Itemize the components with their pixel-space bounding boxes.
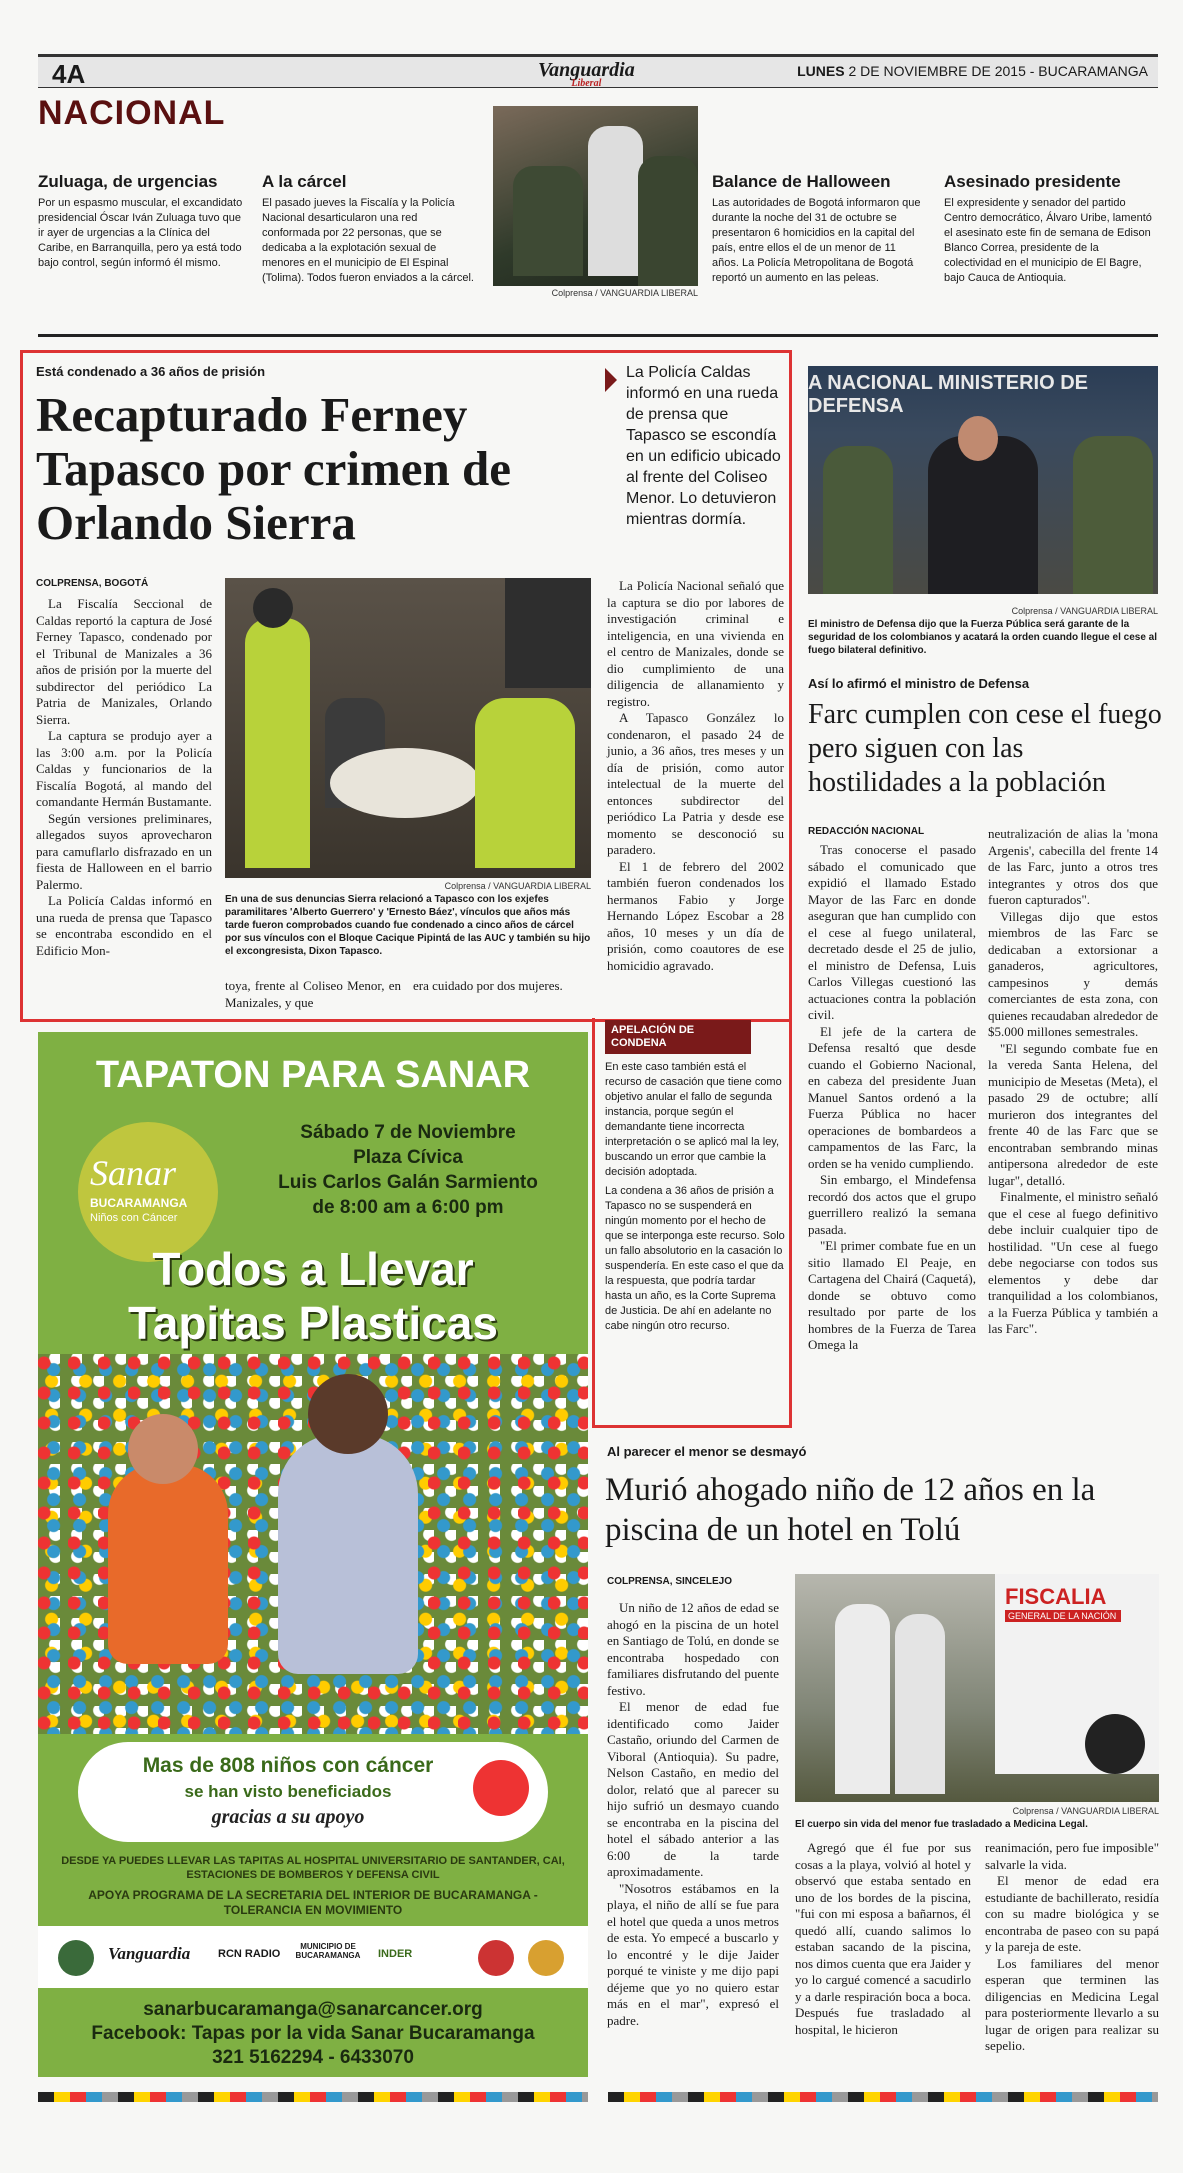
- main-kicker: Está condenado a 36 años de prisión: [36, 364, 266, 379]
- sidebar-text: En este caso también está el recurso de casación que tiene como objetivo anular el fallo de segunda instancia, porque según el demandante tiene incorrecta interpretación o se aplicó mal la ley, buscando un error que cambie la decisión adoptada. La condena a 36 años de prisión a Tapasco no se suspenderá en ningún momento por el hecho de que se interponga este recurso. Solo un fallo absolutorio en la casación lo suspendería. En este caso el que da la respuesta, que podría tardar hasta un año, es la Corte Suprema de Justicia. De ahí en adelante no cabe ningún otro recurso.: [605, 1061, 785, 1332]
- farc-photo-caption: El ministro de Defensa dijo que la Fuerza Pública será garante de la seguridad de los colombianos y acatará la orden cuando llegue el cese al fuego bilateral definitivo.: [808, 619, 1158, 656]
- ad-email: sanarbucaramanga@sanarcancer.org: [143, 1999, 483, 2020]
- main-byline: COLPRENSA, BOGOTÁ: [36, 578, 149, 589]
- issue-date: LUNES 2 DE NOVIEMBRE DE 2015 - BUCARAMANGA: [797, 63, 1148, 79]
- farc-col1: Tras conocerse el pasado sábado el comunicado que expidió el llamado Estado Mayor de las Farc en donde aseguran que han cumplido con el cese al fuego unilateral, decretado desde el 25 de julio, el ministro de Defensa, Luis Carlos Villegas cuestionó las actuaciones contra la población civil. El jefe de la cartera de Defensa resaltó que desde cuando el Gobierno Nacional, en cabeza del presidente Juan Manuel Santos ordenó a la Fuerza Pública no hacer operaciones de bombardeos a campamentos de las Farc, la orden se ha venido cumpliendo. Sin embargo, el Mindefensa recordó dos actos que el grupo guerrillero realizó la semana pasada. "El primer combate fue en un sitio llamado El Peaje, en Cartagena del Chairá (Caquetá), donde se obtuvo como resultado por parte de los hombres de la Fuerza de Tarea Omega la: [808, 842, 976, 1352]
- brief-zuluaga: Zuluaga, de urgencias Por un espasmo muscular, el excandidato presidencial Óscar Iván Zuluaga tuvo que ir ayer de urgencias a la Clínica del Caribe, en Barranquilla, pero ya está todo bajo control, según informó él mismo.: [38, 172, 243, 269]
- pullquote-arrow-icon: [605, 368, 617, 392]
- tolu-kicker: Al parecer el menor se desmayó: [607, 1444, 807, 1459]
- colombia-seal-icon: [58, 1940, 94, 1976]
- tolu-col3: reanimación, pero fue imposible" salvarle la vida. El menor de edad era estudiante de bachillerato, residía con su madre biológica y se encontraba de paseo con su papá y la pareja de este. Los familiares del menor esperan que terminen las diligencias en Medicina Legal para posteriormente llevarlo a su lugar de origen para realizar su sepelio.: [985, 1840, 1159, 2053]
- sponsor-municipio: MUNICIPIO DE BUCARAMANGA: [295, 1942, 361, 1960]
- masthead: [38, 54, 1158, 88]
- main-photo-credit: Colprensa / VANGUARDIA LIBERAL: [444, 881, 591, 891]
- main-headline: Recapturado Ferney Tapasco por crimen de Orlando Sierra: [36, 387, 512, 550]
- tolu-photo-caption: El cuerpo sin vida del menor fue trasladado a Medicina Legal.: [795, 1819, 1088, 1830]
- ad-info2: APOYA PROGRAMA DE LA SECRETARIA DEL INTERIOR DE BUCARAMANGA - TOLERANCIA EN MOVIMIENTO: [88, 1888, 538, 1917]
- sponsor-rcn: RCN RADIO: [218, 1948, 281, 1960]
- fiscalia-sign-sub: GENERAL DE LA NACIÓN: [1005, 1610, 1121, 1622]
- tolu-col1: Un niño de 12 años de edad se ahogó en la piscina de un hotel en Santiago de Tolú, en donde se encontraba hospedado con familiares disfrutando del puente festivo. El menor de edad fue identificado como Jaider Castaño, oriundo del Carmen de Viboral (Antioquia). Su padre, Nelson Castaño, en medio del dolor, relató que al parecer su hijo sufrió un desmayo cuando se encontraba en la piscina del hotel el sábado anterior a las 6:00 de la tarde aproximadamente. "Nosotros estábamos en la playa, el niño de allí se fue para el hotel que queda a unos metros de esta. Yo empecé a buscarlo y lo encontré y le dije Jaider porqué te viniste y me dijo papi déjeme que yo no quiero estar más en el mar", expresó el padre.: [607, 1600, 779, 2028]
- ad-logo-sub2: Niños con Cáncer: [90, 1212, 178, 1224]
- ad-slogan: Todos a Llevar Tapitas Plasticas: [128, 1243, 498, 1349]
- crest-icon: [528, 1940, 564, 1976]
- ad-facebook: Facebook: Tapas por la vida Sanar Bucaramanga: [91, 2023, 535, 2044]
- farc-kicker: Así lo afirmó el ministro de Defensa: [808, 676, 1030, 691]
- tolu-photo-fiscalia: [795, 1574, 1159, 1802]
- main-col2-tail: toya, frente al Coliseo Menor, en Manizales, y que: [225, 978, 401, 1010]
- ad-event-details: Sábado 7 de Noviembre Plaza Cívica Luis Carlos Galán Sarmiento de 8:00 am a 6:00 pm: [278, 1122, 538, 1218]
- sidebar-label: APELACIÓN DE CONDENA: [605, 1020, 751, 1054]
- ad-sanar-logo: Sanar: [90, 1153, 177, 1193]
- section-title: NACIONAL: [38, 94, 226, 132]
- main-col4: La Policía Nacional señaló que la captura se dio por labores de investigación criminal e inteligencia, en una vivienda en el centro de Manizales, donde se dio cumplimiento de una diligencia de allanamiento y registro. A Tapasco González lo condenaron, el pasado 24 de junio, a 36 años, tres meses y un día de prisión, como autor intelectual de la muerte del entonces subdirector del periódico La Patria y desde ese momento se desconoció su paradero. El 1 de febrero del 2002 también fueron condenados los hermanos Fabio y Jorge Hernando López Escobar a 28 años, 10 meses y un día de prisión, como coautores de ese homicidio agravado.: [607, 578, 784, 973]
- shield-seal-icon: [478, 1940, 514, 1976]
- ad-beneficiaries-banner: Mas de 808 niños con cáncer se han visto beneficiados gracias a su apoyo: [78, 1742, 548, 1842]
- brief-carcel: A la cárcel El pasado jueves la Fiscalía y la Policía Nacional desarticularon una red conformada por 22 personas, que se dedicaba a la explotación sexual de menores en el municipio de El Espinal (Tolima). Todos fueron enviados a la cárcel.: [262, 172, 474, 284]
- ad-contact: [38, 1998, 588, 2070]
- ad-mascot-icon: [473, 1760, 529, 1816]
- main-photo-caption: En una de sus denuncias Sierra relacionó a Tapasco con los exjefes paramilitares 'Alberto Guerrero' y 'Ernesto Báez', vínculos que años más tarde fueron comprobados cuando fue condenado a cinco años de cárcel por sus vínculos con el Bloque Cacique Pipintá de las AUC y también su hijo el excongresista, Dixon Tapasco.: [225, 894, 591, 957]
- ad-title: TAPATON PARA SANAR: [95, 1054, 531, 1096]
- top-photo-credit: Colprensa / VANGUARDIA LIBERAL: [551, 288, 698, 298]
- fiscalia-sign: FISCALIA: [1005, 1584, 1107, 1609]
- ad-bottle-caps-photo: [38, 1354, 588, 1734]
- farc-photo-credit: Colprensa / VANGUARDIA LIBERAL: [1011, 606, 1158, 616]
- tolu-headline: Murió ahogado niño de 12 años en la piscina de un hotel en Tolú: [605, 1472, 1096, 1548]
- main-pullquote: La Policía Caldas informó en una rueda de prensa que Tapasco se escondía en un edificio ubicado al frente del Coliseo Menor. Lo detuvieron mientras dormía.: [626, 364, 781, 528]
- ad-info1: DESDE YA PUEDES LLEVAR LAS TAPITAS AL HOSPITAL UNIVERSITARIO DE SANTANDER, CAI, ESTACIONES DE BOMBEROS Y DEFENSA CIVIL: [61, 1855, 565, 1881]
- divider: [38, 334, 1158, 337]
- brief-asesinado: Asesinado presidente El expresidente y senador del partido Centro democrático, Álvaro Uribe, lamentó el asesinato este fin de semana de Edison Blanco Correa, presidente de la colectividad en el municipio de El Bagre, bajo Cauca de Antioquia.: [944, 172, 1152, 284]
- tapaton-advertisement: [38, 1032, 588, 2077]
- farc-headline: Farc cumplen con cese el fuego pero siguen con las hostilidades a la población: [808, 699, 1162, 798]
- page-number: 4A: [52, 59, 86, 89]
- tolu-byline: COLPRENSA, SINCELEJO: [607, 1576, 733, 1587]
- ad-logo-sub1: BUCARAMANGA: [90, 1196, 188, 1210]
- ad-phone: 321 5162294 - 6433070: [212, 2047, 414, 2068]
- brief-halloween: Balance de Halloween Las autoridades de Bogotá informaron que durante la noche del 31 de octubre se presentaron 6 homicidios en la capital del país, entre ellos el de un menor de 11 años. La Policía Metropolitana de Bogotá reportó un aumento en las peleas.: [712, 172, 921, 284]
- farc-photo-minister: [808, 366, 1158, 594]
- registration-colorbar-left: [38, 2092, 588, 2102]
- sponsor-vanguardia: Vanguardia: [108, 1944, 191, 1963]
- farc-photo-banner: A NACIONAL MINISTERIO DE DEFENSA: [808, 372, 1089, 417]
- main-col3-tail: era cuidado por dos mujeres.: [413, 978, 563, 993]
- main-col1: La Fiscalía Seccional de Caldas reportó la captura de José Ferney Tapasco, condenado por el Tribunal de Manizales a 36 años de prisión por la muerte del subdirector del periódico La Patria de Manizales, Orlando Sierra. La captura se produjo ayer a las 3:00 a.m. por la Policía Caldas y funcionarios de la Fiscalía Bogotá, al mando del comandante Hermán Bustamante. Según versiones preliminares, allegados suyos aprovecharon para camuflarlo disfrazado en un fiesta de Halloween en el barrio Palermo. La Policía Caldas informó en una rueda de prensa que Tapasco se encontraba escondido en el Edificio Mon-: [36, 596, 212, 958]
- main-photo-capture: [225, 578, 591, 878]
- newspaper-logo: Vanguardia Liberal: [538, 59, 635, 89]
- sponsor-inder: INDER: [378, 1948, 413, 1960]
- tolu-col2: Agregó que él fue por sus cosas a la playa, volvió al hotel y observó que estaba sentado en uno de los bordes de la piscina, "fui con mi esposa a bañarnos, él quedó allí, cuando salimos lo estaban sacando de la piscina, nos dimos cuenta que era Jaider y yo lo cargué comencé a sacudirlo y a darle respiración boca a boca. Después fue trasladado al hospital, le hicieron: [795, 1840, 971, 2037]
- farc-col2: neutralización de alias la 'mona Argenis', cabecilla del frente 14 de las Farc, junto a otros tres integrantes y otros dos que fueron capturados". Villegas dijo que estos miembros de las Farc se dedicaban a extorsionar a ganaderos, agricultores, campesinos y demás comerciantes de esta zona, con quienes recaudaban alrededor de $5.000 millones semestrales. "El segundo combate fue en la vereda Santa Helena, del municipio de Mesetas (Meta), el pasado 29 de octubre; allí murieron dos integrantes del frente 40 de las Farc que se encontraban sembrando minas antipersona alrededor de este lugar", detalló. Finalmente, el ministro señaló que el cese al fuego definitivo debe incluir cualquier tipo de hostilidad. "Un cese al fuego debe negociarse con todos sus elementos y debe dar tranquilidad a los colombianos, a la Fuerza Pública y también a las Farc".: [988, 826, 1158, 1336]
- farc-byline: REDACCIÓN NACIONAL: [808, 826, 925, 837]
- tolu-photo-credit: Colprensa / VANGUARDIA LIBERAL: [1012, 1806, 1159, 1816]
- ad-sponsors-strip: [38, 1926, 588, 1988]
- registration-colorbar-right: [608, 2092, 1158, 2102]
- top-photo-police: [493, 106, 698, 286]
